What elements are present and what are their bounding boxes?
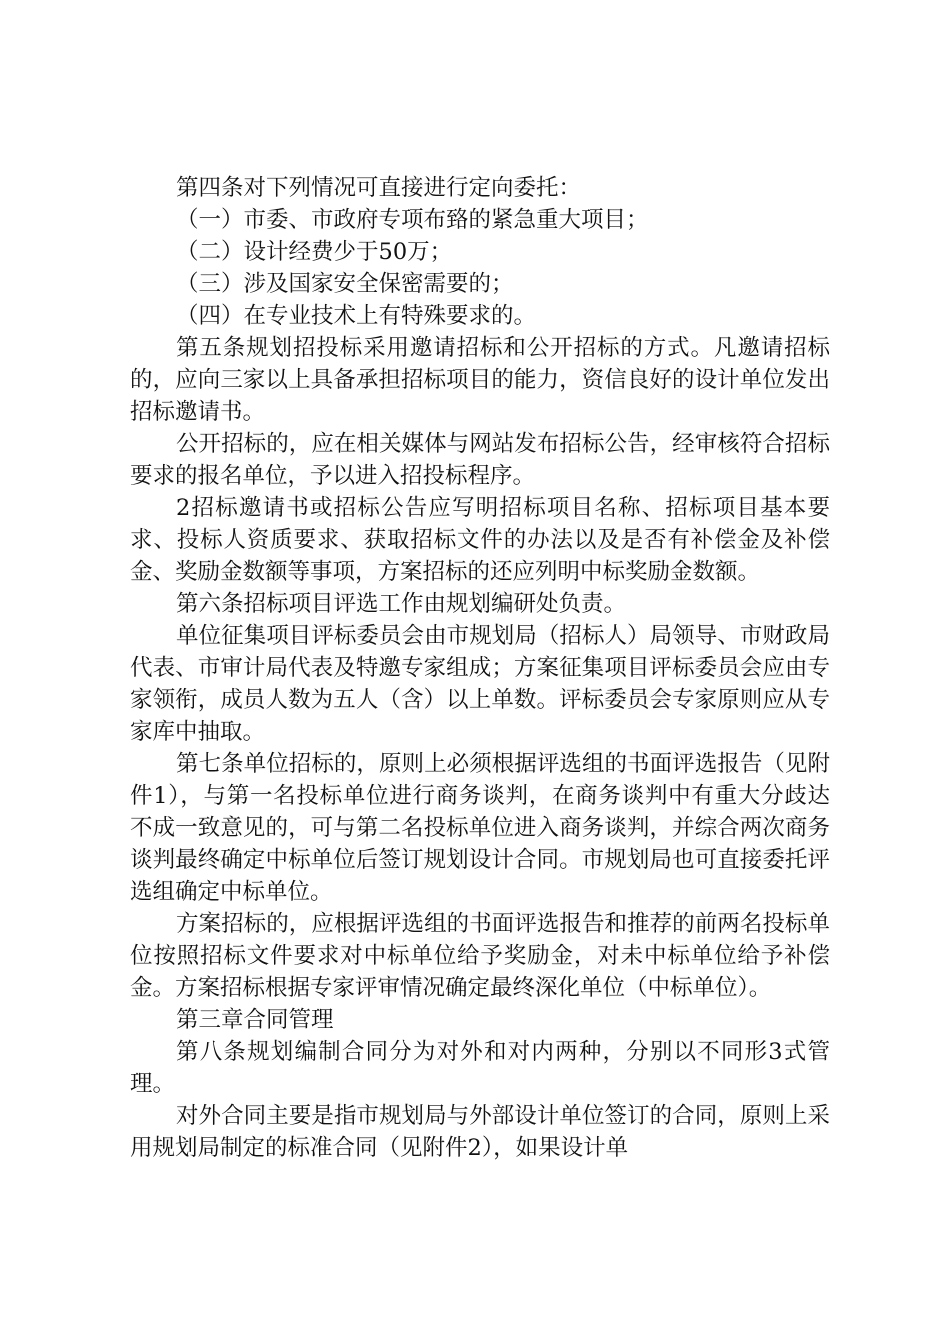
list-item-1: （一）市委、市政府专项布臵的紧急重大项目； [176,207,649,233]
paragraph-article-8: 第八条规划编制合同分为对外和对内两种，分别以不同形3式管理。 [130,1039,830,1097]
list-item-2: （二）设计经费少于50万； [176,239,453,265]
paragraph-external-contract: 对外合同主要是指市规划局与外部设计单位签订的合同，原则上采用规划局制定的标准合同（见附件2），如果设计单 [130,1103,830,1161]
paragraph-public-tender: 公开招标的，应在相关媒体与网站发布招标公告，经审核符合招标要求的报名单位，予以进入招投标程序。 [130,431,830,489]
paragraph-article-7: 第七条单位招标的，原则上必须根据评选组的书面评选报告（见附件1），与第一名投标单位进行商务谈判，在商务谈判中有重大分歧达不成一致意见的，可与第二名投标单位进入商务谈判，并综合两次商务谈判最终确定中标单位后签订规划设计合同。市规划局也可直接委托评选组确定中标单位。 [130,751,830,905]
paragraph-article-4: 第四条对下列情况可直接进行定向委托： [176,175,582,201]
paragraph-article-6: 第六条招标项目评选工作由规划编研处负责。 [176,591,627,617]
paragraph-scheme-tender: 方案招标的，应根据评选组的书面评选报告和推荐的前两名投标单位按照招标文件要求对中标单位给予奖励金，对未中标单位给予补偿金。方案招标根据专家评审情况确定最终深化单位（中标单位）。 [130,911,830,1001]
list-item-4: （四）在专业技术上有特殊要求的。 [176,303,537,329]
paragraph-article-5: 第五条规划招投标采用邀请招标和公开招标的方式。凡邀请招标的，应向三家以上具备承担招标项目的能力，资信良好的设计单位发出招标邀请书。 [130,335,830,425]
paragraph-invitation-content: 2招标邀请书或招标公告应写明招标项目名称、招标项目基本要求、投标人资质要求、获取招标文件的办法以及是否有补偿金及补偿金、奖励金数额等事项，方案招标的还应列明中标奖励金数额。 [130,495,830,585]
paragraph-committee: 单位征集项目评标委员会由市规划局（招标人）局领导、市财政局代表、市审计局代表及特邀专家组成；方案征集项目评标委员会应由专家领衔，成员人数为五人（含）以上单数。评标委员会专家原则应从专家库中抽取。 [130,623,830,745]
chapter-heading-contract-management: 第三章合同管理 [176,1007,334,1033]
document-body [130,172,830,1164]
list-item-3: （三）涉及国家安全保密需要的； [176,271,514,297]
